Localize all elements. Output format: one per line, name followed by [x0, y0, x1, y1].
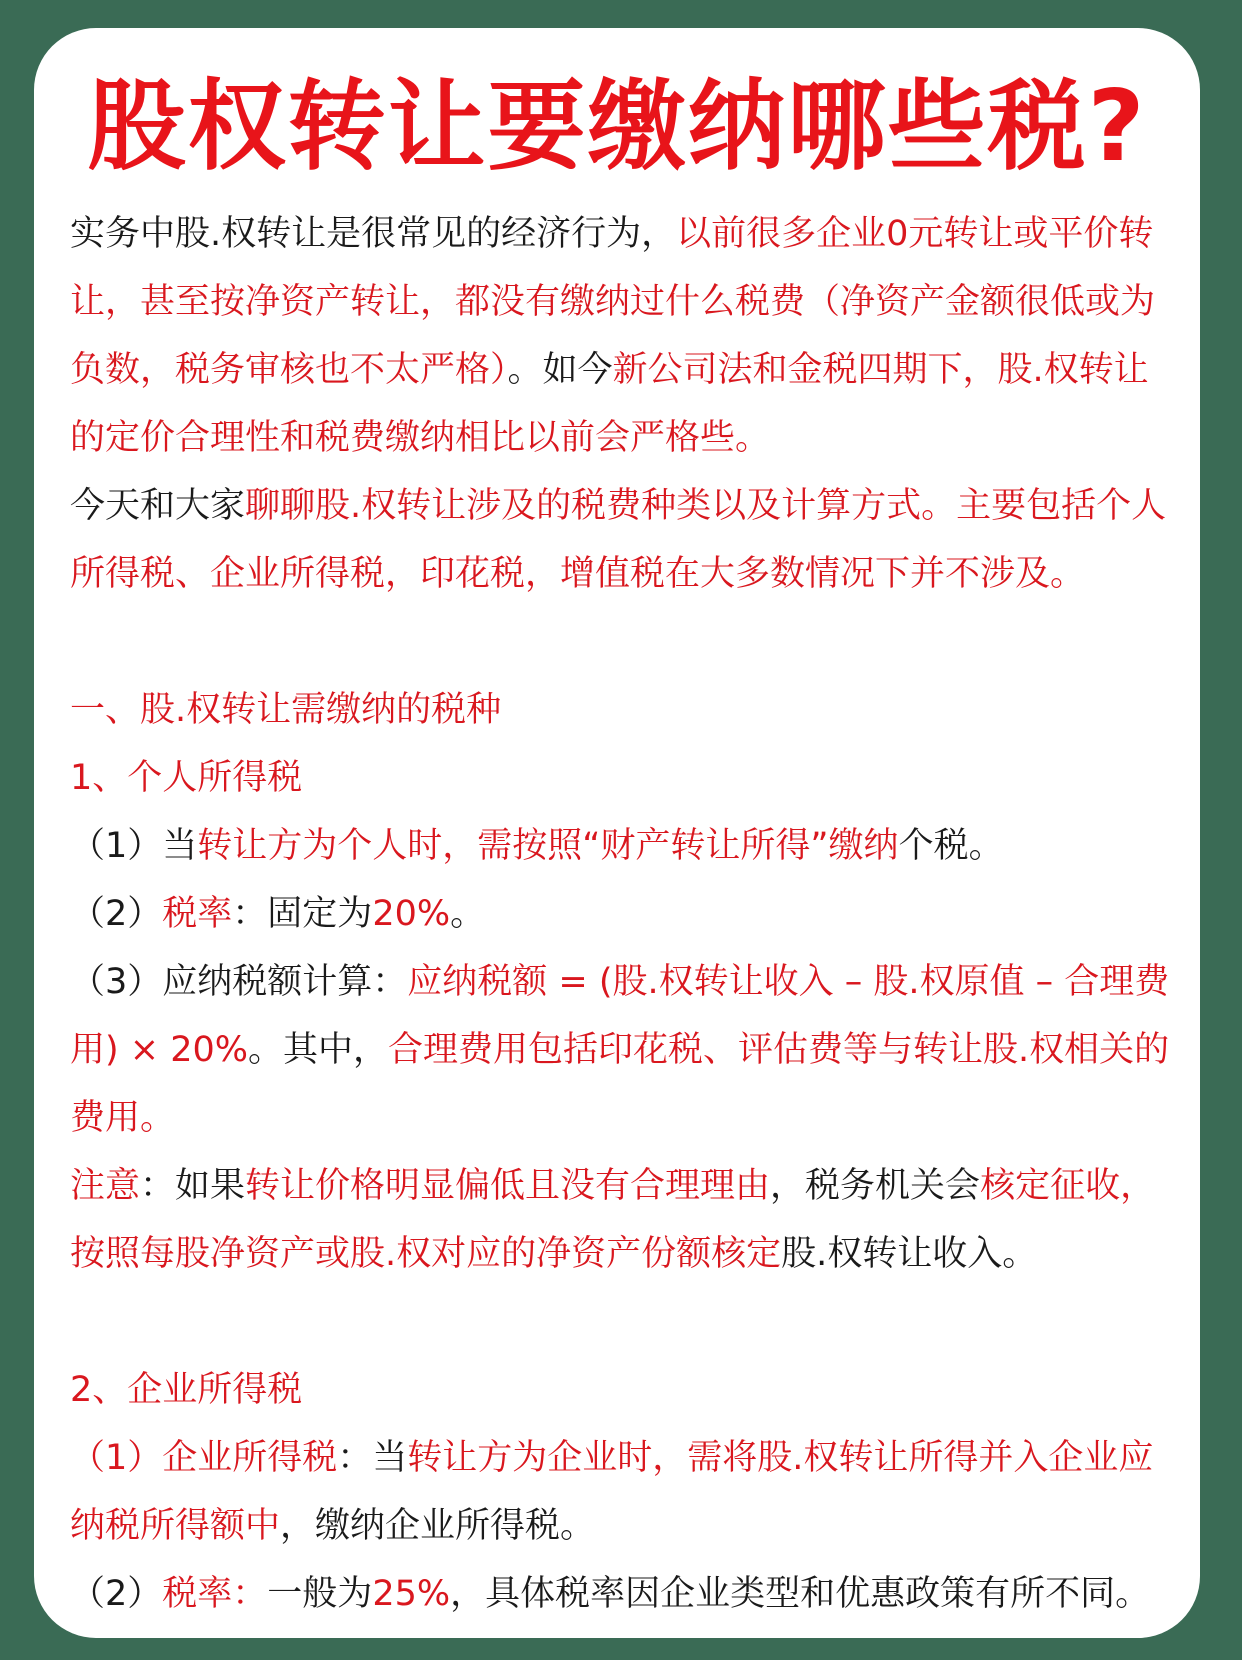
item-highlight: 转让方为个人时，需按照“财产转让所得”缴纳: [197, 826, 899, 866]
intro-highlight: 聊聊股.权转让涉及的税费种类以及计算方式。主要包括个人所得税、企业所得税，印花税，增值税在大多数情况下并不涉及。: [70, 486, 1167, 594]
corporate-item-1: [70, 1424, 1170, 1560]
item-highlight: 20%: [372, 894, 451, 934]
item-highlight: 合理费用包括印花税、评估费等与转让股.权相关的费用。: [70, 1030, 1170, 1138]
article-body: [70, 200, 1170, 1628]
item-text: ：当: [337, 1438, 408, 1478]
intro-text: 今天和大家: [70, 486, 246, 526]
item-text: 。: [450, 894, 486, 934]
item-text: ：固定为: [232, 894, 373, 934]
page-title: 股权转让要缴纳哪些税?: [87, 70, 1147, 184]
item-text: ，具体税率因企业类型和优惠政策有所不同。: [450, 1574, 1151, 1614]
note-text: ，税务机关会: [770, 1166, 981, 1206]
note-text: ：如果: [140, 1166, 246, 1206]
item-highlight: （1）企业所得税: [70, 1438, 338, 1478]
item-highlight: 25%: [372, 1574, 451, 1614]
spacer: [70, 608, 1170, 676]
intro-text: 实务中股.权转让是很常见的经济行为，: [70, 214, 677, 254]
note-label: 注意: [70, 1166, 141, 1206]
item-text: （2）: [70, 1574, 163, 1614]
spacer: [70, 1288, 1170, 1356]
personal-note: [70, 1152, 1170, 1288]
item-highlight: 税率：: [162, 1574, 268, 1614]
item-text: 一般为: [267, 1574, 373, 1614]
item-text: （1）当: [70, 826, 198, 866]
intro-highlight: 以前很多企业0元转让或平价转让，甚至按净资产转让，都没有缴纳过什么税费（净资产金额很低或为负数，税务审核也不太严格）: [70, 214, 1156, 390]
subsection-heading-corporate: 2、企业所得税: [70, 1370, 303, 1410]
corporate-item-2: [70, 1560, 1170, 1628]
personal-item-3: [70, 948, 1170, 1152]
note-text: 股.权转让收入。: [781, 1234, 1038, 1274]
subsection-heading-personal: 1、个人所得税: [70, 758, 303, 798]
item-highlight: 转让方为企业时，需将股.权转让所得并入企业应纳税所得额中: [70, 1438, 1154, 1546]
item-highlight: 税率: [162, 894, 233, 934]
item-text: ，缴纳企业所得税。: [280, 1506, 596, 1546]
note-highlight: 核定征收，按照每股净资产或股.权对应的净资产份额核定: [70, 1166, 1156, 1274]
intro-paragraph-1: [70, 200, 1170, 472]
note-highlight: 转让价格明显偏低且没有合理理由: [245, 1166, 771, 1206]
item-text: （2）: [70, 894, 163, 934]
intro-highlight: 新公司法和金税四期下，股.权转让的定价合理性和税费缴纳相比以前会严格些。: [70, 350, 1149, 458]
item-text: （3）应纳税额计算：: [70, 962, 408, 1002]
content-card: [34, 28, 1200, 1638]
intro-text: 。如今: [507, 350, 613, 390]
personal-item-1: [70, 812, 1170, 880]
formula: 应纳税额 = (股.权转让收入 – 股.权原值 – 合理费用) × 20%: [70, 962, 1170, 1070]
personal-item-2: [70, 880, 1170, 948]
intro-paragraph-2: [70, 472, 1170, 608]
item-text: 。其中，: [248, 1030, 389, 1070]
item-text: 个税。: [898, 826, 1004, 866]
section-heading: 一、股.权转让需缴纳的税种: [70, 690, 502, 730]
